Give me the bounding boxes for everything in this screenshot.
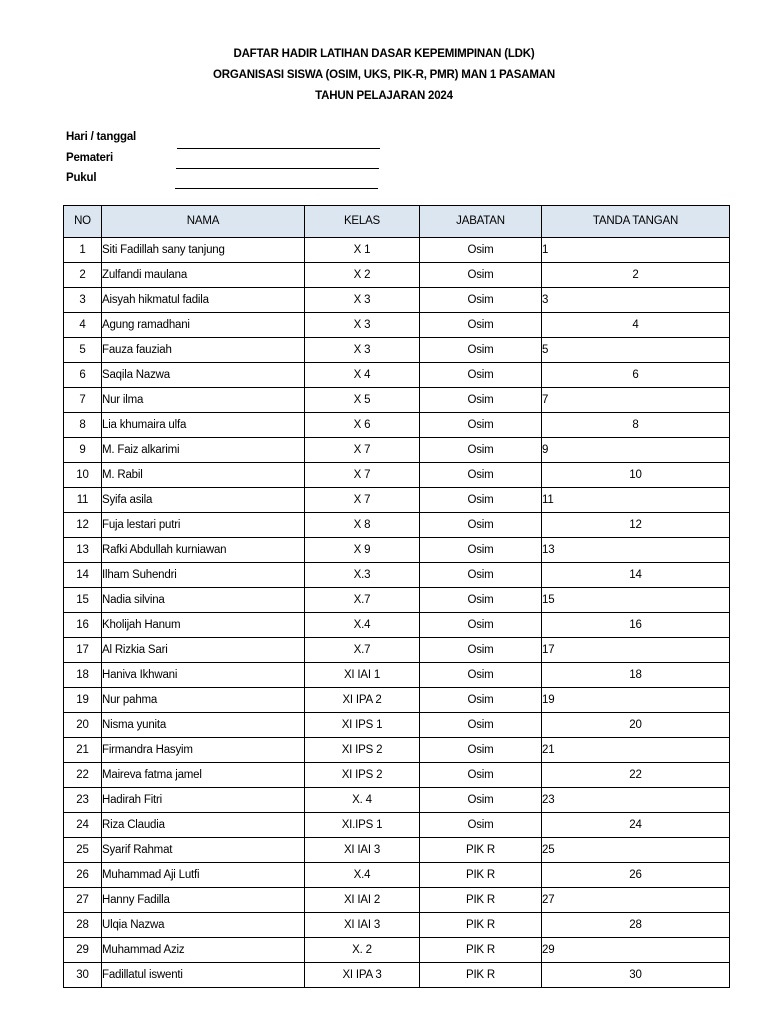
cell-kelas: X.7 [305,588,420,613]
cell-tanda-tangan: 30 [542,963,730,988]
cell-kelas: X 3 [305,338,420,363]
cell-jabatan: PIK R [420,838,542,863]
cell-tanda-tangan: 11 [542,488,730,513]
cell-jabatan: Osim [420,688,542,713]
cell-no: 16 [64,613,102,638]
cell-no: 3 [64,288,102,313]
cell-kelas: XI IAI 3 [305,838,420,863]
cell-no: 2 [64,263,102,288]
cell-tanda-tangan: 19 [542,688,730,713]
cell-tanda-tangan: 24 [542,813,730,838]
cell-jabatan: Osim [420,638,542,663]
table-row [64,713,730,738]
cell-no: 20 [64,713,102,738]
cell-tanda-tangan: 20 [542,713,730,738]
cell-jabatan: Osim [420,338,542,363]
cell-no: 15 [64,588,102,613]
cell-no: 13 [64,538,102,563]
col-header-nama: NAMA [102,206,305,238]
cell-no: 28 [64,913,102,938]
table-row [64,763,730,788]
cell-no: 14 [64,563,102,588]
cell-no: 11 [64,488,102,513]
cell-nama: Maireva fatma jamel [102,763,305,788]
cell-no: 1 [64,238,102,263]
cell-jabatan: Osim [420,663,542,688]
cell-tanda-tangan: 26 [542,863,730,888]
cell-kelas: XI IPS 2 [305,738,420,763]
cell-jabatan: Osim [420,563,542,588]
cell-nama: Agung ramadhani [102,313,305,338]
cell-no: 27 [64,888,102,913]
cell-kelas: XI.IPS 1 [305,813,420,838]
cell-jabatan: Osim [420,813,542,838]
cell-tanda-tangan: 27 [542,888,730,913]
cell-jabatan: Osim [420,513,542,538]
cell-kelas: X.4 [305,613,420,638]
cell-tanda-tangan: 2 [542,263,730,288]
cell-jabatan: Osim [420,738,542,763]
col-header-kelas: KELAS [305,206,420,238]
table-row [64,788,730,813]
cell-nama: Muhammad Aji Lutfi [102,863,305,888]
cell-tanda-tangan: 5 [542,338,730,363]
cell-tanda-tangan: 14 [542,563,730,588]
cell-nama: Nur pahma [102,688,305,713]
cell-no: 6 [64,363,102,388]
cell-nama: Muhammad Aziz [102,938,305,963]
cell-jabatan: Osim [420,288,542,313]
cell-kelas: X 6 [305,413,420,438]
cell-jabatan: Osim [420,438,542,463]
cell-nama: Aisyah hikmatul fadila [102,288,305,313]
cell-kelas: X. 2 [305,938,420,963]
cell-kelas: X.3 [305,563,420,588]
cell-tanda-tangan: 13 [542,538,730,563]
cell-jabatan: PIK R [420,963,542,988]
table-body [64,238,730,988]
table-row [64,638,730,663]
cell-kelas: XI IAI 2 [305,888,420,913]
cell-nama: Zulfandi maulana [102,263,305,288]
cell-tanda-tangan: 8 [542,413,730,438]
cell-nama: Riza Claudia [102,813,305,838]
cell-kelas: X 7 [305,438,420,463]
table-row [64,238,730,263]
cell-jabatan: Osim [420,488,542,513]
attendance-table [63,205,730,988]
table-row [64,863,730,888]
cell-nama: Firmandra Hasyim [102,738,305,763]
cell-kelas: X 9 [305,538,420,563]
cell-no: 10 [64,463,102,488]
table-row [64,363,730,388]
cell-no: 22 [64,763,102,788]
cell-kelas: X 7 [305,463,420,488]
cell-nama: Rafki Abdullah kurniawan [102,538,305,563]
cell-jabatan: PIK R [420,863,542,888]
cell-tanda-tangan: 1 [542,238,730,263]
doc-title-line-3: TAHUN PELAJARAN 2024 [315,90,453,102]
table-row [64,263,730,288]
cell-tanda-tangan: 18 [542,663,730,688]
table-row [64,438,730,463]
cell-jabatan: Osim [420,538,542,563]
table-row [64,463,730,488]
cell-no: 7 [64,388,102,413]
cell-kelas: X 7 [305,488,420,513]
table-row [64,938,730,963]
cell-kelas: XI IPA 3 [305,963,420,988]
cell-nama: Hadirah Fitri [102,788,305,813]
cell-tanda-tangan: 9 [542,438,730,463]
cell-kelas: XI IPS 1 [305,713,420,738]
cell-tanda-tangan: 15 [542,588,730,613]
cell-no: 24 [64,813,102,838]
table-row [64,538,730,563]
cell-no: 5 [64,338,102,363]
cell-nama: Nadia silvina [102,588,305,613]
doc-title-line-1: DAFTAR HADIR LATIHAN DASAR KEPEMIMPINAN (LDK) [233,48,535,60]
cell-kelas: X 8 [305,513,420,538]
cell-jabatan: Osim [420,313,542,338]
cell-kelas: XI IPA 2 [305,688,420,713]
cell-nama: M. Rabil [102,463,305,488]
cell-nama: Hanny Fadilla [102,888,305,913]
cell-jabatan: Osim [420,788,542,813]
cell-jabatan: Osim [420,363,542,388]
cell-jabatan: PIK R [420,888,542,913]
cell-nama: Nur ilma [102,388,305,413]
table-row [64,563,730,588]
table-header-row [64,206,730,238]
cell-kelas: X 3 [305,313,420,338]
cell-tanda-tangan: 16 [542,613,730,638]
cell-nama: Ilham Suhendri [102,563,305,588]
cell-tanda-tangan: 28 [542,913,730,938]
cell-nama: Lia khumaira ulfa [102,413,305,438]
cell-jabatan: Osim [420,388,542,413]
cell-no: 26 [64,863,102,888]
table-row [64,663,730,688]
cell-no: 12 [64,513,102,538]
cell-tanda-tangan: 17 [542,638,730,663]
cell-nama: Fauza fauziah [102,338,305,363]
cell-jabatan: Osim [420,463,542,488]
cell-kelas: X 5 [305,388,420,413]
cell-nama: Ulqia Nazwa [102,913,305,938]
cell-nama: Syarif Rahmat [102,838,305,863]
cell-no: 25 [64,838,102,863]
cell-tanda-tangan: 7 [542,388,730,413]
cell-kelas: XI IAI 3 [305,913,420,938]
cell-kelas: X. 4 [305,788,420,813]
cell-jabatan: Osim [420,713,542,738]
cell-jabatan: Osim [420,263,542,288]
cell-nama: Saqila Nazwa [102,363,305,388]
table-row [64,888,730,913]
cell-no: 21 [64,738,102,763]
table-row [64,813,730,838]
table-row [64,388,730,413]
table-row [64,738,730,763]
table-row [64,588,730,613]
time-line [175,188,378,189]
table-row [64,288,730,313]
cell-no: 4 [64,313,102,338]
cell-no: 19 [64,688,102,713]
cell-tanda-tangan: 3 [542,288,730,313]
speaker-line [176,168,379,169]
doc-title-line-2: ORGANISASI SISWA (OSIM, UKS, PIK-R, PMR) MAN 1 PASAMAN [213,69,555,81]
cell-jabatan: Osim [420,613,542,638]
cell-jabatan: Osim [420,588,542,613]
cell-nama: Fadillatul iswenti [102,963,305,988]
cell-kelas: X 2 [305,263,420,288]
table-row [64,313,730,338]
table-row [64,913,730,938]
col-header-tanda-tangan: TANDA TANGAN [542,206,730,238]
cell-nama: Al Rizkia Sari [102,638,305,663]
cell-tanda-tangan: 4 [542,313,730,338]
date-line [177,148,380,149]
table-row [64,338,730,363]
table-row [64,688,730,713]
table-row [64,488,730,513]
cell-jabatan: Osim [420,413,542,438]
cell-tanda-tangan: 12 [542,513,730,538]
table-row [64,613,730,638]
table-row [64,963,730,988]
cell-kelas: XI IAI 1 [305,663,420,688]
cell-tanda-tangan: 29 [542,938,730,963]
cell-tanda-tangan: 22 [542,763,730,788]
cell-tanda-tangan: 6 [542,363,730,388]
cell-no: 18 [64,663,102,688]
cell-kelas: X.7 [305,638,420,663]
time-label: Pukul [66,172,97,184]
col-header-jabatan: JABATAN [420,206,542,238]
table-row [64,513,730,538]
cell-tanda-tangan: 21 [542,738,730,763]
cell-jabatan: PIK R [420,938,542,963]
cell-kelas: X 3 [305,288,420,313]
cell-no: 8 [64,413,102,438]
cell-jabatan: Osim [420,238,542,263]
cell-jabatan: Osim [420,763,542,788]
cell-no: 23 [64,788,102,813]
cell-tanda-tangan: 25 [542,838,730,863]
cell-nama: M. Faiz alkarimi [102,438,305,463]
cell-nama: Nisma yunita [102,713,305,738]
cell-kelas: X 1 [305,238,420,263]
cell-nama: Syifa asila [102,488,305,513]
date-label: Hari / tanggal [66,131,137,143]
cell-no: 17 [64,638,102,663]
col-header-no: NO [64,206,102,238]
table-row [64,413,730,438]
cell-no: 30 [64,963,102,988]
speaker-label: Pemateri [66,152,113,164]
cell-nama: Fuja lestari putri [102,513,305,538]
cell-nama: Siti Fadillah sany tanjung [102,238,305,263]
cell-kelas: X.4 [305,863,420,888]
cell-tanda-tangan: 23 [542,788,730,813]
cell-kelas: XI IPS 2 [305,763,420,788]
cell-tanda-tangan: 10 [542,463,730,488]
cell-kelas: X 4 [305,363,420,388]
cell-no: 9 [64,438,102,463]
cell-jabatan: PIK R [420,913,542,938]
table-row [64,838,730,863]
cell-nama: Kholijah Hanum [102,613,305,638]
cell-no: 29 [64,938,102,963]
cell-nama: Haniva Ikhwani [102,663,305,688]
